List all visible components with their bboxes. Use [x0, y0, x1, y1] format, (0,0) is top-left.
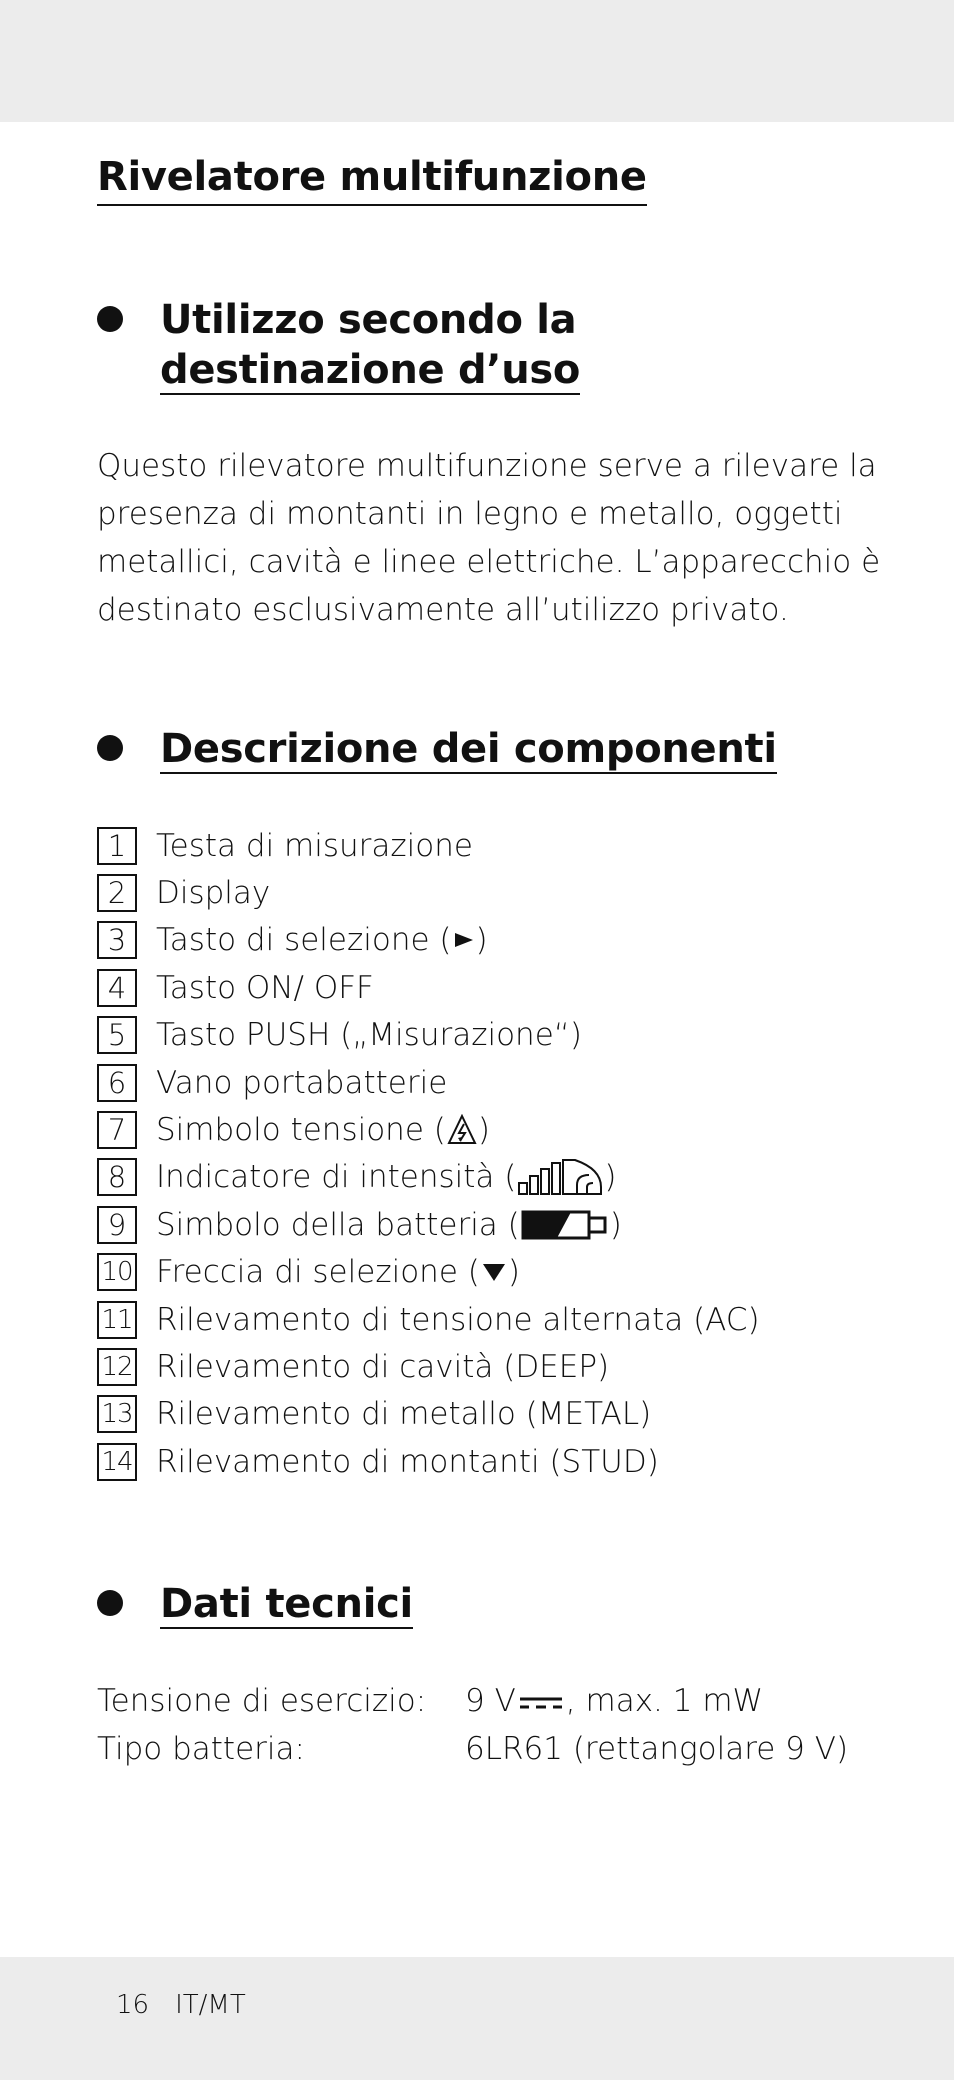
item-number: 11	[97, 1301, 137, 1339]
item-text: Rilevamento di montanti (STUD)	[156, 1443, 659, 1480]
section-bullet	[97, 1590, 123, 1616]
list-item	[97, 1201, 760, 1248]
tech-row	[97, 1677, 848, 1725]
item-text: Vano portabatterie	[156, 1064, 448, 1101]
heading-line: Utilizzo secondo la	[160, 297, 577, 343]
list-item	[97, 1249, 760, 1296]
language-code: IT/MT	[175, 1990, 246, 2020]
voltage-warning-icon	[447, 1114, 477, 1146]
item-number: 10	[97, 1253, 137, 1291]
intro-paragraph	[97, 442, 887, 634]
section-bullet	[97, 306, 123, 332]
item-text: Freccia di selezione (	[156, 1254, 480, 1291]
item-number: 8	[97, 1158, 137, 1196]
tech-value-text: , max. 1 mW	[565, 1683, 764, 1719]
heading-line: destinazione d’uso	[160, 347, 581, 393]
paragraph-line: metallici, cavità e linee elettriche. L’apparecchio è	[97, 544, 881, 580]
tech-row	[97, 1725, 848, 1773]
item-text: Testa di misurazione	[156, 827, 473, 864]
tech-value	[465, 1677, 763, 1725]
item-number: 6	[97, 1064, 137, 1102]
item-text: Indicatore di intensità (	[156, 1159, 517, 1196]
document-title: Rivelatore multifunzione	[97, 152, 647, 206]
section-heading-usage	[160, 295, 580, 395]
section-heading-components	[160, 724, 777, 774]
paragraph-line: destinato esclusivamente all’utilizzo privato.	[97, 592, 789, 628]
item-text: Tasto di selezione (	[156, 922, 452, 959]
list-item	[97, 869, 760, 916]
item-text-suffix: )	[609, 1206, 622, 1243]
item-text: Tasto ON/ OFF	[156, 969, 374, 1006]
page-number: 16	[116, 1990, 150, 2020]
item-text: Display	[156, 875, 271, 912]
list-item	[97, 1012, 760, 1059]
item-number: 13	[97, 1395, 137, 1433]
item-text: Simbolo della batteria (	[156, 1206, 520, 1243]
page-footer	[116, 1990, 246, 2020]
item-text-suffix: )	[477, 1112, 490, 1149]
item-text-suffix: )	[604, 1159, 617, 1196]
list-item	[97, 1343, 760, 1390]
list-item	[97, 822, 760, 869]
item-text: Tasto PUSH („Misurazione“)	[156, 1017, 582, 1054]
list-item	[97, 1154, 760, 1201]
section-heading-tech	[160, 1579, 413, 1629]
list-item	[97, 917, 760, 964]
item-text: Simbolo tensione (	[156, 1112, 446, 1149]
list-item	[97, 1438, 760, 1485]
top-margin-band	[0, 0, 954, 122]
tech-specs	[97, 1677, 848, 1773]
item-text-suffix: )	[475, 922, 488, 959]
right-triangle-icon	[453, 930, 475, 950]
list-item	[97, 1106, 760, 1153]
item-number: 5	[97, 1016, 137, 1054]
list-item	[97, 964, 760, 1011]
section-bullet	[97, 735, 123, 761]
list-item	[97, 1059, 760, 1106]
tech-label: Tipo batteria:	[97, 1731, 305, 1767]
list-item	[97, 1296, 760, 1343]
heading-line: Dati tecnici	[160, 1581, 413, 1627]
item-number: 9	[97, 1206, 137, 1244]
list-item	[97, 1391, 760, 1438]
item-number: 3	[97, 921, 137, 959]
item-number: 14	[97, 1443, 137, 1481]
components-list	[97, 822, 760, 1485]
intensity-indicator-icon	[517, 1157, 603, 1197]
dc-symbol-icon	[518, 1693, 564, 1713]
paragraph-line: presenza di montanti in legno e metallo, oggetti	[97, 496, 843, 532]
item-text: Rilevamento di tensione alternata (AC)	[156, 1301, 760, 1338]
tech-value-text: 9 V	[465, 1683, 516, 1719]
item-number: 12	[97, 1348, 137, 1386]
item-text: Rilevamento di metallo (METAL)	[156, 1396, 652, 1433]
item-number: 7	[97, 1111, 137, 1149]
tech-value: 6LR61 (rettangolare 9 V)	[465, 1731, 849, 1767]
heading-line: Descrizione dei componenti	[160, 726, 777, 772]
paragraph-line: Questo rilevatore multifunzione serve a rilevare la	[97, 448, 877, 484]
item-number: 2	[97, 874, 137, 912]
battery-icon	[521, 1208, 609, 1242]
item-text-suffix: )	[507, 1254, 520, 1291]
down-triangle-icon	[481, 1261, 507, 1283]
tech-label: Tensione di esercizio:	[97, 1683, 427, 1719]
item-text: Rilevamento di cavità (DEEP)	[156, 1348, 610, 1385]
item-number: 4	[97, 969, 137, 1007]
item-number: 1	[97, 827, 137, 865]
